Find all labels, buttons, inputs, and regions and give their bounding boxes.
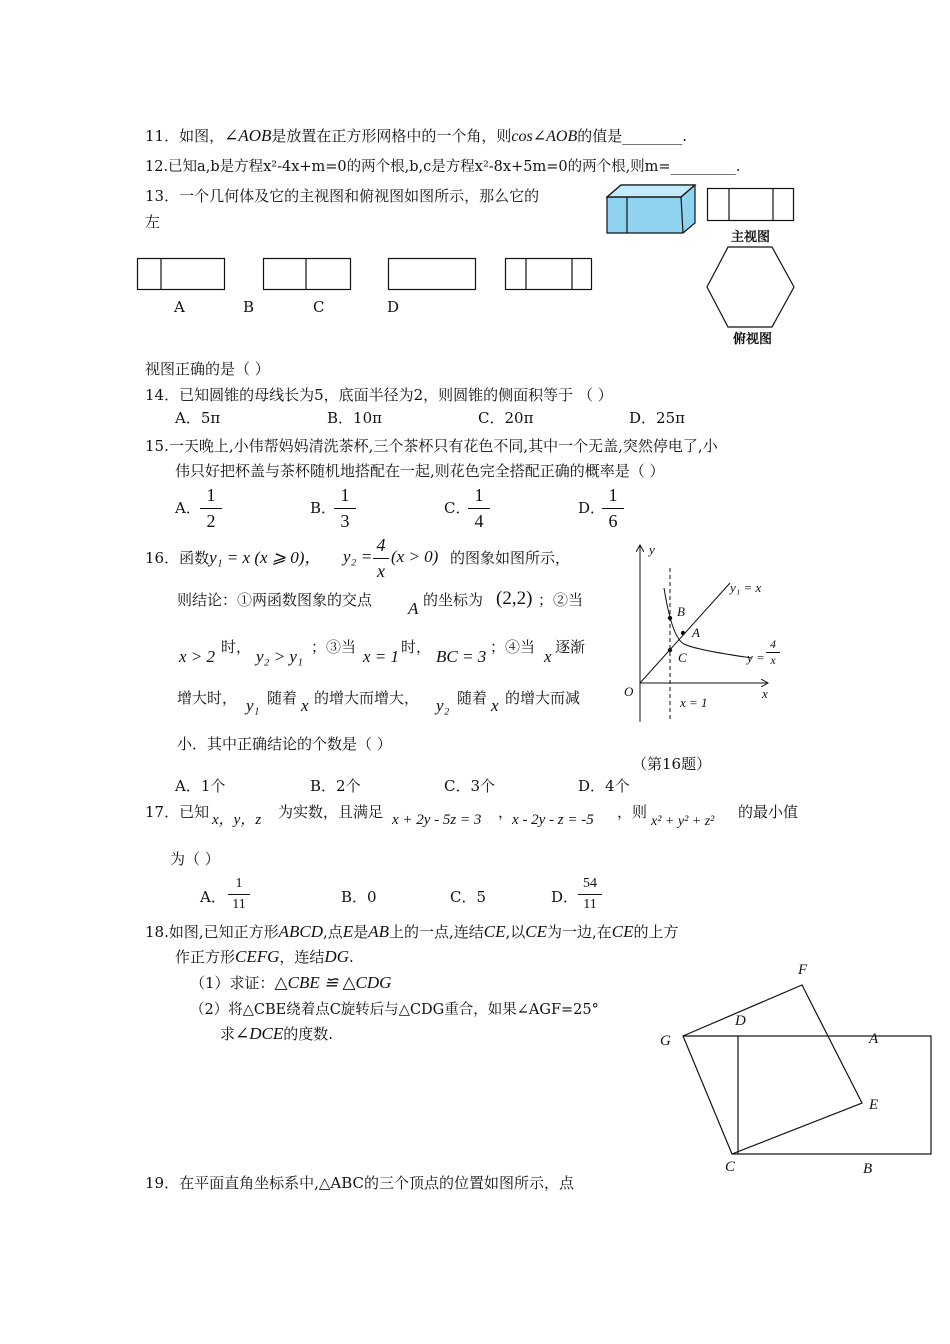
q16-y2-cond: (x > 0) (391, 547, 439, 566)
q17-option-a-label: A． (200, 888, 226, 906)
q18-sub1: （1）求证：△CBE ≌ △CDG (190, 973, 392, 992)
q18-sub2-line2: 求∠DCE的度数. (220, 1024, 334, 1043)
q16-option-b: B．2个 (310, 777, 361, 795)
q15-option-a-fraction: 1 2 (200, 485, 222, 532)
q16-line3-f: 时， (401, 638, 432, 656)
q15-option-d-label: D． (578, 499, 606, 517)
q16-line3-c: y₂ > y₁ (256, 647, 303, 666)
graph-curve-fraction: 4 x (766, 637, 780, 668)
q15-option-b-fraction: 1 3 (334, 485, 356, 532)
fig18-label-a: A (869, 1031, 879, 1047)
q16-line3-g: BC = 3 (436, 647, 487, 666)
q16-line4-c: 随着 (267, 689, 298, 707)
graph-curve-label: y = (747, 650, 765, 665)
q14-option-c: C．20π (478, 409, 534, 427)
q17-eq1: x + 2y - 5z = 3 (392, 812, 482, 828)
option-label-d: D (387, 298, 400, 316)
q16-line4-g: 随着 (457, 689, 488, 707)
q16-func-suffix: 的图象如图所示， (450, 549, 571, 567)
option-label-c: C (313, 298, 325, 316)
q18-line1: 18.如图,已知正方形ABCD,点E是AB上的一点,连结CE,以CE为一边,在CE的上方 (145, 922, 679, 941)
q17-mid1: 为实数，且满足 (278, 803, 384, 821)
q16-y2-def: y₂ = (343, 547, 373, 566)
q16-line3-b: 时， (221, 638, 252, 656)
q17-prefix: 17．已知 (145, 803, 210, 821)
q17-sep: ， (498, 803, 514, 821)
fig18-label-c: C (725, 1159, 736, 1175)
q17-option-d-label: D． (551, 888, 579, 906)
q15-option-c-fraction: 1 4 (468, 485, 490, 532)
fig18-label-b: B (863, 1161, 873, 1177)
question-16-line1: 16．函数y₁ = x (x ⩾ 0)， (145, 548, 322, 567)
graph-point-b: B (677, 604, 685, 619)
option-d-view (505, 258, 593, 291)
option-label-a: A (174, 298, 185, 316)
option-label-b: B (243, 298, 255, 316)
q16-line4-f: y₂ (436, 696, 450, 715)
main-view-figure (707, 188, 795, 222)
question-11: 11．如图，∠AOB是放置在正方形网格中的一个角，则cos∠AOB的值是________. (145, 126, 688, 145)
fig18-label-e: E (869, 1097, 879, 1113)
q16-line4-e: 的增大而增大， (314, 689, 420, 707)
q18-sub2: （2）将△CBE绕着点C旋转后与△CDG重合，如果∠AGF=25° (190, 1002, 599, 1018)
graph-origin-label: O (624, 684, 634, 699)
q16-line4-d: x (301, 696, 309, 715)
graph-point-c: C (678, 650, 687, 665)
hexagonal-prism-figure (605, 183, 697, 235)
q16-line3-i: x (544, 647, 552, 666)
q16-coord: (2,2) (496, 588, 533, 609)
question-13-line2: 左 (145, 213, 161, 231)
q16-caption: （第16题） (632, 755, 712, 773)
question-15-line1: 15.一天晚上,小伟帮妈妈清洗茶杯,三个茶杯只有花色不同,其中一个无盖,突然停电了,小 (145, 437, 718, 455)
question-15-line2: 伟只好把杯盖与茶杯随机地搭配在一起,则花色完全搭配正确的概率是（ ） (175, 462, 665, 480)
q16-line3-d: ；③当 (311, 638, 357, 656)
q15-option-c-label: C． (444, 499, 471, 517)
q16-line4-b: y₁ (246, 696, 260, 715)
q17-mid2: ，则 (617, 803, 648, 821)
q14-option-d: D．25π (629, 409, 685, 427)
q16-line4-a: 增大时， (177, 689, 238, 707)
q17-option-c: C．5 (450, 888, 487, 906)
q15-option-d-fraction: 1 6 (602, 485, 624, 532)
graph-y-axis-label: y (649, 542, 655, 557)
q16-line2-b: 的坐标为 (423, 591, 484, 609)
graph-vline-label: x = 1 (680, 695, 708, 710)
q18-square-figure (670, 975, 880, 1165)
q15-option-a-label: A． (175, 499, 201, 517)
question-12: 12.已知a,b是方程x²-4x+m=0的两个根,b,c是方程x²-8x+5m=0的两个根,则m=_________. (145, 159, 741, 175)
top-view-figure (706, 246, 796, 328)
fig18-label-d: D (735, 1013, 746, 1029)
q16-line3-a: x > 2 (179, 647, 216, 666)
q14-option-a: A．5π (175, 409, 221, 427)
q17-suffix: 的最小值 (738, 803, 799, 821)
option-c-view (388, 258, 477, 291)
q17-expr: x² + y² + z² (651, 814, 715, 829)
graph-point-a: A (692, 625, 700, 640)
q18-line2: 作正方形CEFG，连结DG. (175, 947, 354, 966)
q16-option-d: D．4个 (578, 777, 630, 795)
question-13-line1: 13．一个几何体及它的主视图和俯视图如图所示，那么它的 (145, 187, 540, 205)
question-19: 19．在平面直角坐标系中,△ABC的三个顶点的位置如图所示，点 (145, 1174, 575, 1192)
q16-line4-h: x (491, 696, 499, 715)
graph-line-label: y₁ = x (730, 580, 762, 595)
question-16-line2: 则结论：①两函数图象的交点 (177, 591, 373, 609)
q17-line2: 为（ ） (170, 850, 220, 868)
q16-line2-c: ；②当 (538, 591, 584, 609)
q17-option-b: B．0 (341, 888, 377, 906)
q16-option-c: C．3个 (444, 777, 496, 795)
question-13-line3: 视图正确的是（ ） (145, 360, 270, 378)
option-a-view (137, 258, 226, 291)
question-16-line5: 小．其中正确结论的个数是（ ） (177, 735, 392, 753)
q16-line3-e: x = 1 (363, 647, 400, 666)
q16-line3-j: 逐渐 (555, 638, 586, 656)
q17-option-d-fraction: 54 11 (578, 876, 602, 913)
q16-line3-h: ；④当 (490, 638, 536, 656)
q16-line4-i: 的增大而减 (505, 689, 581, 707)
q15-option-b-label: B． (310, 499, 337, 517)
q16-point-a: A (408, 599, 419, 618)
q16-option-a: A．1个 (175, 777, 226, 795)
q14-option-b: B．10π (327, 409, 382, 427)
fig18-label-g: G (660, 1033, 671, 1049)
fig18-label-f: F (798, 962, 808, 978)
q17-option-a-fraction: 1 11 (228, 876, 250, 913)
graph-x-axis-label: x (762, 686, 768, 701)
question-14: 14．已知圆锥的母线长为5，底面半径为2，则圆锥的侧面积等于 （ ） (145, 386, 613, 404)
q17-vars: x，y，z (212, 812, 262, 828)
q16-y2-fraction: 4 x (373, 535, 389, 582)
top-view-label: 俯视图 (733, 332, 773, 347)
q17-eq2: x - 2y - z = -5 (512, 812, 594, 828)
main-view-label: 主视图 (731, 230, 771, 245)
option-b-view (263, 258, 352, 291)
